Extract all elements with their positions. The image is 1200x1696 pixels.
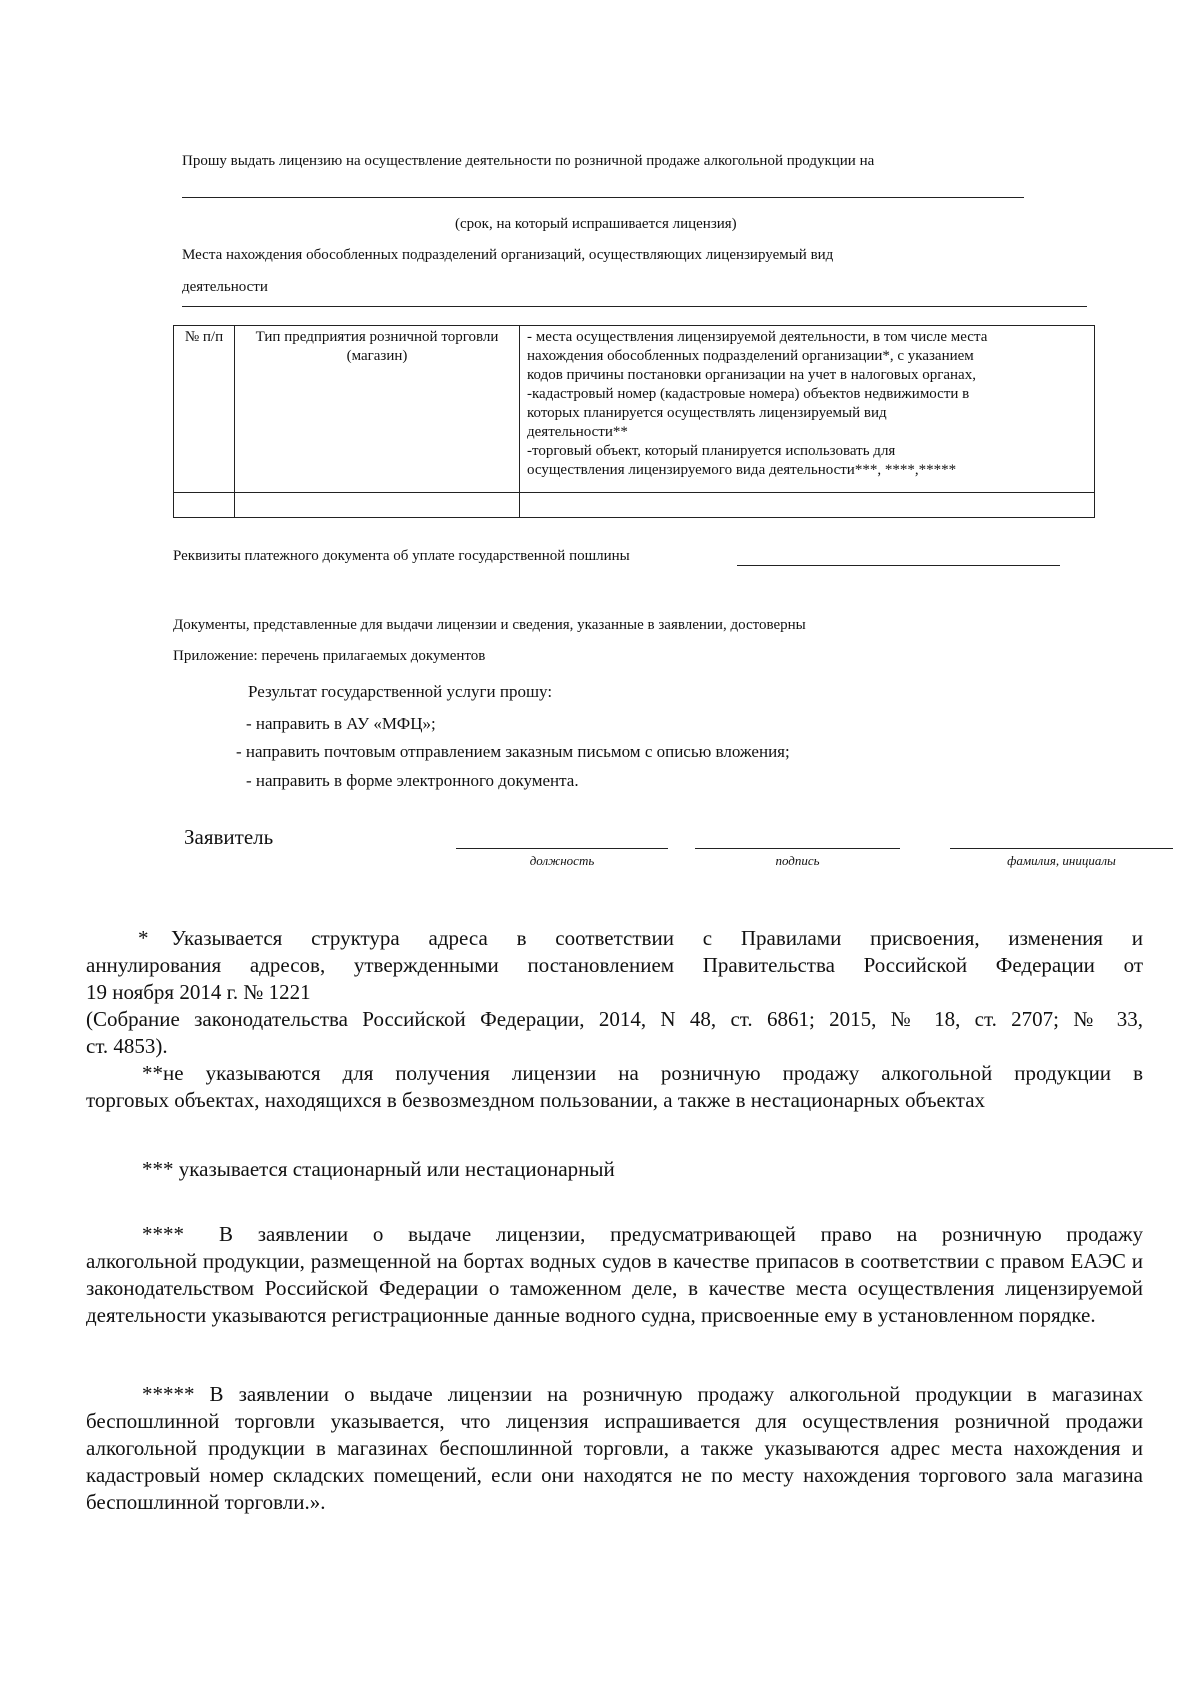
footnote-1-text: Указывается структура адреса в соответствии с Правилами присвоения, изменения и: [171, 926, 1143, 950]
header-place-details: [520, 326, 1095, 493]
header-place-line: -торговый объект, который планируется использовать для: [527, 443, 896, 459]
result-title: Результат государственной услуги прошу:: [248, 682, 553, 701]
footnote-1-line: аннулирования адресов, утвержденными постановлением Правительства Российской Федерации от: [86, 953, 1143, 977]
footnote-4-rest: алкогольной продукции, размещенной на бортах водных судов в качестве припасов в соответствии с правом ЕАЭС и законодательством Российской Федерации о таможенном деле, в качестве места осуществления лицензируемой деятельности указываются регистрационные данные водного судна, присвоенные ему в установленном порядке.: [86, 1249, 1143, 1327]
locations-table: [173, 325, 1095, 518]
result-option-mail[interactable]: - направить почтовым отправлением заказным письмом с описью вложения;: [236, 742, 790, 761]
name-caption: фамилия, инициалы: [1007, 853, 1116, 868]
position-field-line[interactable]: [456, 848, 668, 849]
result-option-electronic[interactable]: - направить в форме электронного документа.: [246, 771, 579, 790]
name-field-line[interactable]: [950, 848, 1173, 849]
footnote-1-line: (Собрание законодательства Российской Федерации, 2014, N 48, ст. 6861; 2015, № 18, ст. 2707; № 33,: [86, 1007, 1143, 1031]
header-place-line: нахождения обособленных подразделений организации*, с указанием: [527, 348, 974, 364]
table-header-row: [174, 326, 1095, 493]
license-request-text: Прошу выдать лицензию на осуществление деятельности по розничной продаже алкогольной продукции на: [182, 153, 875, 169]
locations-field-line[interactable]: [182, 306, 1087, 307]
signature-field-line[interactable]: [695, 848, 900, 849]
footnote-1-first-line: [86, 925, 1143, 952]
locations-label: Места нахождения обособленных подразделений организаций, осуществляющих лицензируемый вид: [182, 247, 834, 263]
header-number: № п/п: [174, 326, 235, 493]
footnote-4: [86, 1221, 1143, 1329]
footnote-2-line: **не указываются для получения лицензии на розничную продажу алкогольной продукции в: [142, 1061, 1143, 1085]
payment-field-line[interactable]: [737, 565, 1060, 566]
table-row: [174, 493, 1095, 518]
license-term-field[interactable]: [182, 197, 1024, 198]
footnote-1-line: 19 ноября 2014 г. № 1221: [86, 980, 311, 1004]
table-cell-shop-type[interactable]: [235, 493, 520, 518]
header-place-line: - места осуществления лицензируемой деятельности, в том числе места: [527, 329, 988, 345]
reliability-statement: Документы, представленные для выдачи лицензии и сведения, указанные в заявлении, достоверны: [173, 617, 806, 633]
footnote-4-first-line: [86, 1221, 1143, 1248]
attachment-label: Приложение: перечень прилагаемых документов: [173, 648, 486, 664]
header-place-line: кодов причины постановки организации на учет в налоговых органах,: [527, 367, 976, 383]
signature-caption: подпись: [775, 853, 820, 868]
footnote-1-marker: *: [138, 926, 149, 950]
result-option-mfc[interactable]: - направить в АУ «МФЦ»;: [246, 714, 436, 733]
footnote-4-text: В заявлении о выдаче лицензии, предусматривающей право на розничную продажу: [219, 1222, 1143, 1246]
header-place-line: деятельности**: [527, 424, 628, 440]
position-caption: должность: [529, 853, 595, 868]
header-place-line: которых планируется осуществлять лицензируемый вид: [527, 405, 887, 421]
footnote-5-rest: беспошлинной торговли указывается, что лицензия испрашивается для осуществления розничной продажи алкогольной продукции в магазинах беспошлинной торговли, а также указываются адрес места нахождения и кадастровый номер складских помещений, если они находятся не по месту нахождения торгового зала магазина беспошлинной торговли.».: [86, 1409, 1143, 1514]
applicant-label: Заявитель: [184, 825, 274, 849]
table-cell-number[interactable]: [174, 493, 235, 518]
header-shop-type: Тип предприятия розничной торговли (магазин): [235, 326, 520, 493]
table-cell-place[interactable]: [520, 493, 1095, 518]
header-place-line: -кадастровый номер (кадастровые номера) объектов недвижимости в: [527, 386, 970, 402]
footnote-1-line: ст. 4853).: [86, 1034, 168, 1058]
payment-label: Реквизиты платежного документа об уплате государственной пошлины: [173, 548, 630, 564]
header-place-line: осуществления лицензируемого вида деятельности***, ****,*****: [527, 462, 957, 478]
footnote-1: [86, 925, 1143, 1114]
footnote-4-marker: ****: [142, 1222, 184, 1246]
locations-label-cont: деятельности: [182, 279, 268, 295]
license-term-caption: (срок, на который испрашивается лицензия): [455, 216, 737, 232]
footnote-5-first-line: ***** В заявлении о выдаче лицензии на розничную продажу алкогольной продукции в магазинах: [142, 1382, 1143, 1406]
footnote-3: *** указывается стационарный или нестационарный: [142, 1157, 615, 1181]
footnote-5: [86, 1381, 1143, 1516]
footnote-2-line: торговых объектах, находящихся в безвозмездном пользовании, а также в нестационарных объектах: [86, 1088, 986, 1112]
